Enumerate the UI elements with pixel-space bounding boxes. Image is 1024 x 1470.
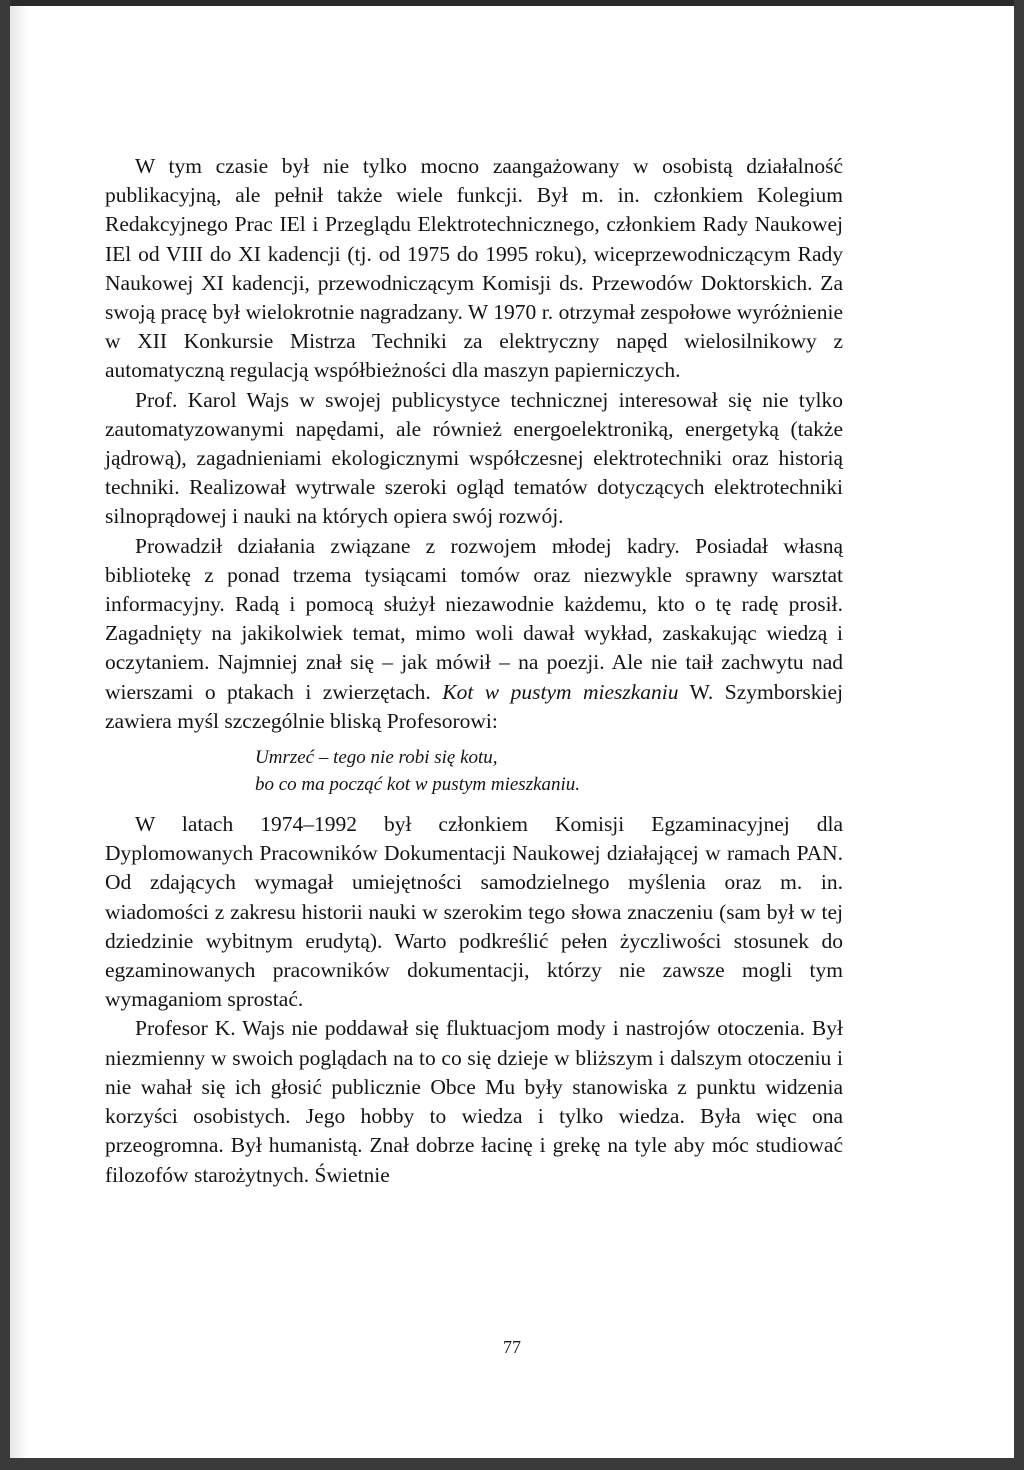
poem-quote <box>255 744 843 798</box>
quote-line-1: Umrzeć – tego nie robi się kotu, <box>255 747 498 769</box>
paragraph-2 <box>105 386 843 532</box>
paragraph-4 <box>105 810 843 1014</box>
scan-border-left <box>0 0 10 1470</box>
paragraph-3-text: Prowadził działania związane z rozwojem młodej kadry. Posiadał własną bibliotekę z ponad trzema tysiącami tomów oraz niezwykle sprawny warsztat informacyjny. Radą i pomocą służył niezawodnie każdemu, kto o tę radę prosił. Zagadnięty na jakikolwiek temat, mimo woli dawał wykład, zaskakując wiedzą i oczytaniem. Najmniej znał się – jak mówił – na poezji. Ale nie taił zachwytu nad wierszami o ptakach i zwierzętach. <box>105 533 843 704</box>
page-body-text <box>105 152 843 1190</box>
book-title-italic: Kot w pustym mieszkaniu <box>442 679 679 704</box>
paragraph-1 <box>105 152 843 386</box>
paragraph-2-text: Prof. Karol Wajs w swojej publicystyce technicznej interesował się nie tylko zautomatyzowanymi napędami, ale również energoelektroniką, energetyką (także jądrową), zagadnieniami ekologicznymi współczesnej elektrotechniki oraz historią techniki. Realizował wytrwale szeroki ogląd tematów dotyczących elektrotechniki silnoprądowej i nauki na których opiera swój rozwój. <box>105 387 843 529</box>
paragraph-5-text: Profesor K. Wajs nie poddawał się fluktuacjom mody i nastrojów otoczenia. Był niezmienny w swoich poglądach na to co się dzieje w bliższym i dalszym otoczeniu i nie wahał się ich głosić publicznie Obce Mu były stanowiska z punktu widzenia korzyści osobistych. Jego hobby to wiedza i tylko wiedza. Była więc ona przeogromna. Był humanistą. Znał dobrze łacinę i grekę na tyle aby móc studiować filozofów starożytnych. Świetnie <box>105 1016 843 1187</box>
quote-line-2: bo co ma począć kot w pustym mieszkaniu. <box>255 774 581 796</box>
paragraph-4-text: W latach 1974–1992 był członkiem Komisji Egzaminacyjnej dla Dyplomowanych Pracowników Dokumentacji Naukowej działającej w ramach PAN. Od zdających wymagał umiejętności samodzielnego myślenia oraz m. in. wiadomości z zakresu historii nauki w szerokim tego słowa znaczeniu (sam był w tej dziedzinie wybitnym erudytą). Warto podkreślić pełen życzliwości stosunek do egzaminowanych pracowników dokumentacji, którzy nie zawsze mogli tym wymaganiom sprostać. <box>105 812 843 1012</box>
scan-border-bottom <box>0 1458 1024 1470</box>
scan-border-right <box>1014 0 1024 1470</box>
page-number: 77 <box>503 1337 521 1357</box>
paragraph-5 <box>105 1014 843 1189</box>
paragraph-1-text: W tym czasie był nie tylko mocno zaangażowany w osobistą działalność publikacyjną, ale pełnił także wiele funkcji. Był m. in. członkiem Kolegium Redakcyjnego Prac IEl i Przeglądu Elektrotechnicznego, członkiem Rady Naukowej IEl od VIII do XI kadencji (tj. od 1975 do 1995 roku), wiceprzewodniczącym Rady Naukowej XI kadencji, przewodniczącym Komisji ds. Przewodów Doktorskich. Za swoją pracę był wielokrotnie nagradzany. W 1970 r. otrzymał zespołowe wyróżnienie w XII Konkursie Mistrza Techniki za elektryczny napęd wielosilnikowy z automatyczną regulacją współbieżności dla maszyn papierniczych. <box>105 154 843 383</box>
paragraph-3-text-end: W. Szymborskiej zawiera myśl szczególnie bliską Profesorowi: <box>105 679 843 733</box>
paragraph-3 <box>105 532 843 736</box>
